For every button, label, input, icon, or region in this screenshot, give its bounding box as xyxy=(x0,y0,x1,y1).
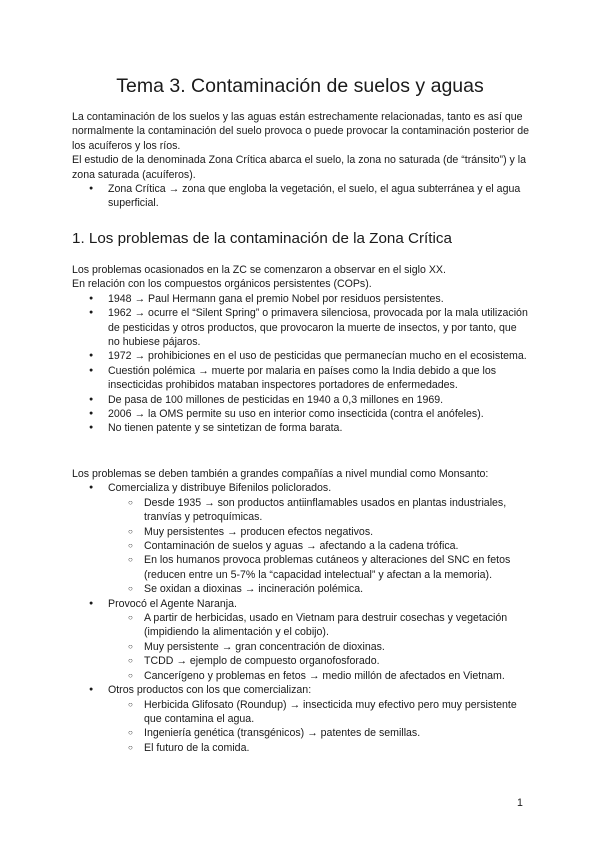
section-1 xyxy=(72,263,530,436)
sub-list-item: ○ Muy persistente → gran concentración de dioxinas. xyxy=(108,640,530,654)
sub-bullet-list xyxy=(108,698,530,756)
intro-paragraph: El estudio de la denominada Zona Crítica abarca el suelo, la zona no saturada (de “tránsito”) y la zona saturada (acuíferos). xyxy=(72,154,527,181)
sub-list-item: ○ TCDD → ejemplo de compuesto organofosforado. xyxy=(108,654,530,668)
page-title: Tema 3. Contaminación de suelos y aguas xyxy=(116,75,484,97)
sub-list-item: ○ Cancerígeno y problemas en fetos → medio millón de afectados en Vietnam. xyxy=(108,669,530,683)
sub-list-item: ○ A partir de herbicidas, usado en Vietnam para destruir cosechas y vegetación (impidiendo la alimentación y el cobijo). xyxy=(108,611,530,640)
sub-bullet-list xyxy=(108,611,530,683)
paragraph: Los problemas ocasionados en la ZC se comenzaron a observar en el siglo XX. xyxy=(72,264,446,276)
paragraph: En relación con los compuestos orgánicos persistentes (COPs). xyxy=(72,278,372,291)
section-2 xyxy=(72,467,530,755)
list-item xyxy=(72,597,530,683)
list-item: ● Zona Crítica → zona que engloba la vegetación, el suelo, el agua subterránea y el agua superficial. xyxy=(72,182,530,211)
list-item: ● Cuestión polémica → muerte por malaria en países como la India debido a que los insecticidas prohibidos mataban inspectores portadores de enfermedades. xyxy=(72,364,530,393)
sub-list-item: ○ Desde 1935 → son productos antiinflamables usados en plantas industriales, tranvías y petroquímicas. xyxy=(108,496,530,525)
list-item: ● No tienen patente y se sintetizan de forma barata. xyxy=(72,421,530,435)
sub-bullet-list xyxy=(108,496,530,597)
list-item: ● 1962 → ocurre el “Silent Spring” o primavera silenciosa, provocada por la mala utilización de pesticidas y otros productos, que provocaron la muerte de insectos, y por tanto, que no hubiese pájaros. xyxy=(72,306,530,349)
list-item-label: Comercializa y distribuye Bifenilos policlorados. xyxy=(108,482,332,495)
sub-list-item: ○ Muy persistentes → producen efectos negativos. xyxy=(108,525,530,539)
list-item-label: Otros productos con los que comercializan: xyxy=(108,684,312,697)
bullet-list xyxy=(72,292,530,436)
intro-bullet-list xyxy=(72,182,530,211)
sub-list-item: ○ En los humanos provoca problemas cutáneos y alteraciones del SNC en fetos (reducen entre un 5-7% la “capacidad intelectual” y afectan a la memoria). xyxy=(108,553,530,582)
paragraph: Los problemas se deben también a grandes compañías a nivel mundial como Monsanto: xyxy=(72,468,489,480)
list-item-label: Provocó el Agente Naranja. xyxy=(108,597,237,610)
sub-list-item: ○ Herbicida Glifosato (Roundup) → insecticida muy efectivo pero muy persistente que contamina el agua. xyxy=(108,698,530,727)
sub-list-item: ○ Se oxidan a dioxinas → incineración polémica. xyxy=(108,582,530,596)
page-number: 1 xyxy=(517,797,523,809)
bullet-list xyxy=(72,481,530,755)
intro-section xyxy=(72,110,530,211)
list-item: ● De pasa de 100 millones de pesticidas en 1940 a 0,3 millones en 1969. xyxy=(72,393,530,407)
list-item: ● 1972 → prohibiciones en el uso de pesticidas que permanecían mucho en el ecosistema. xyxy=(72,349,530,363)
list-item: ● 2006 → la OMS permite su uso en interior como insecticida (contra el anófeles). xyxy=(72,407,530,421)
list-item xyxy=(72,481,530,596)
sub-list-item: ○ Contaminación de suelos y aguas → afectando a la cadena trófica. xyxy=(108,539,530,553)
sub-list-item: ○ El futuro de la comida. xyxy=(108,741,530,755)
sub-list-item: ○ Ingeniería genética (transgénicos) → patentes de semillas. xyxy=(108,726,530,740)
list-item xyxy=(72,683,530,755)
intro-paragraph: La contaminación de los suelos y las aguas están estrechamente relacionadas, tanto es así que normalmente la contaminación del suelo provoca o puede provocar la contaminación posterior de los acuíferos y los ríos. xyxy=(72,111,529,152)
section-heading: 1. Los problemas de la contaminación de la Zona Crítica xyxy=(72,230,452,247)
list-item: ● 1948 → Paul Hermann gana el premio Nobel por residuos persistentes. xyxy=(72,292,530,306)
